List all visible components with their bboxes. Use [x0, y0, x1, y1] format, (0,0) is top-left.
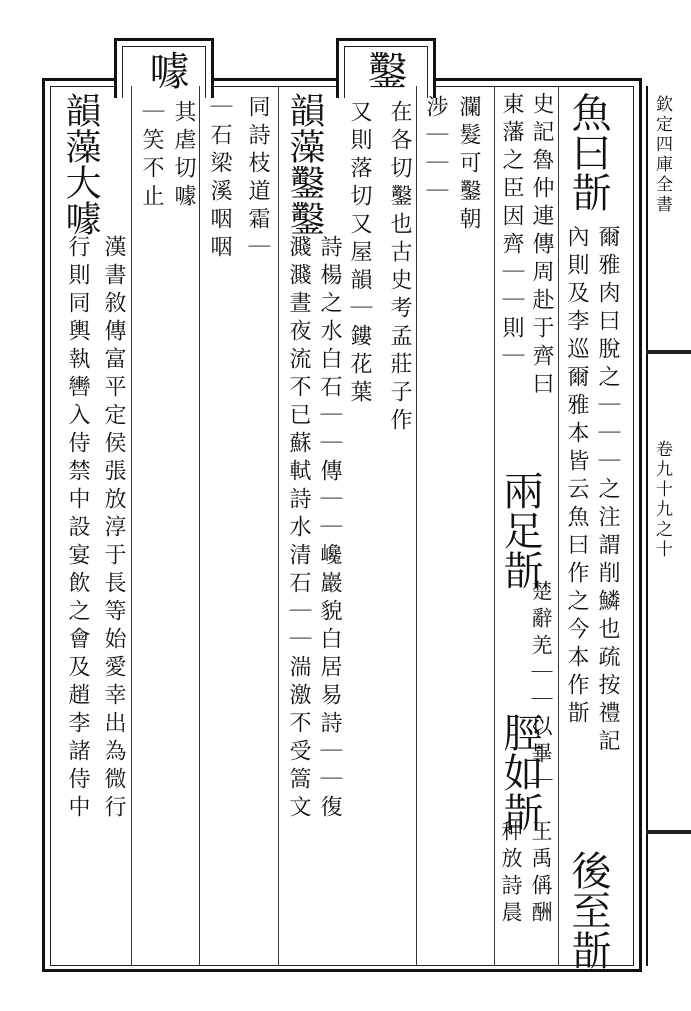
text-column: 其虐切噱	[171, 100, 196, 212]
text-column: 行則同輿執轡入侍禁中設宴飲之會及趙李諸侍中	[65, 235, 90, 823]
text-column: ｜笑不止	[139, 100, 164, 212]
column-rule	[416, 86, 417, 966]
tab-headword: 噱	[143, 50, 189, 90]
column-rule	[278, 86, 279, 966]
headword: 脛如斮	[497, 712, 543, 832]
text-column: 王禹偁酬	[529, 820, 553, 928]
fishtail-mark	[646, 350, 691, 354]
text-column: 同詩枝道霜｜	[245, 95, 270, 263]
text-column: 漢書敘傳富平定侯張放淳于長等始愛幸出為微行	[101, 235, 126, 823]
text-column: 詩楊之水白石｜｜傳｜｜巉巖貌白居易詩｜｜復	[317, 235, 342, 823]
text-column: 又則落切又屋韻｜鏤花葉	[347, 100, 372, 408]
text-column: 在各切鑿也古史考孟莊子作	[387, 100, 412, 436]
fold-line	[646, 86, 648, 966]
text-column: 濺濺晝夜流不已蘇軾詩水清石｜｜湍激不受篙文	[286, 235, 311, 823]
text-column: 楚辭羌｜｜以畢｜	[529, 580, 553, 796]
text-column: 种放詩晨	[499, 820, 523, 928]
column-rule	[199, 86, 200, 966]
book-title-margin: 欽定四庫全書	[652, 95, 672, 215]
text-column: 史記魯仲連傳周赴于齊曰	[529, 92, 554, 400]
text-column: 涉｜｜｜	[423, 95, 448, 207]
fishtail-mark	[646, 830, 691, 834]
headword: 兩足斮	[497, 470, 543, 590]
volume-margin: 卷九十九之十	[652, 440, 672, 560]
text-column: 內則及李巡爾雅本皆云魚曰作之今本作斮	[564, 225, 589, 729]
text-column: 瀾髮可鑿朝	[456, 95, 481, 235]
headword: 韻藻鑿鑿	[284, 92, 325, 236]
headword: 魚曰斮	[565, 92, 611, 212]
headword: 後至斮	[565, 850, 611, 970]
text-column: 東藩之臣因齊｜｜則｜	[499, 92, 524, 372]
text-column: 爾雅肉曰脫之｜｜｜之注謂削鱗也疏按禮記	[595, 225, 620, 757]
column-rule	[494, 86, 495, 966]
tab-headword: 鑿	[361, 50, 407, 90]
headword: 韻藻大噱	[60, 92, 101, 236]
column-rule	[558, 86, 559, 966]
text-column: ｜石梁溪咽咽	[207, 95, 232, 263]
column-rule	[131, 86, 132, 966]
